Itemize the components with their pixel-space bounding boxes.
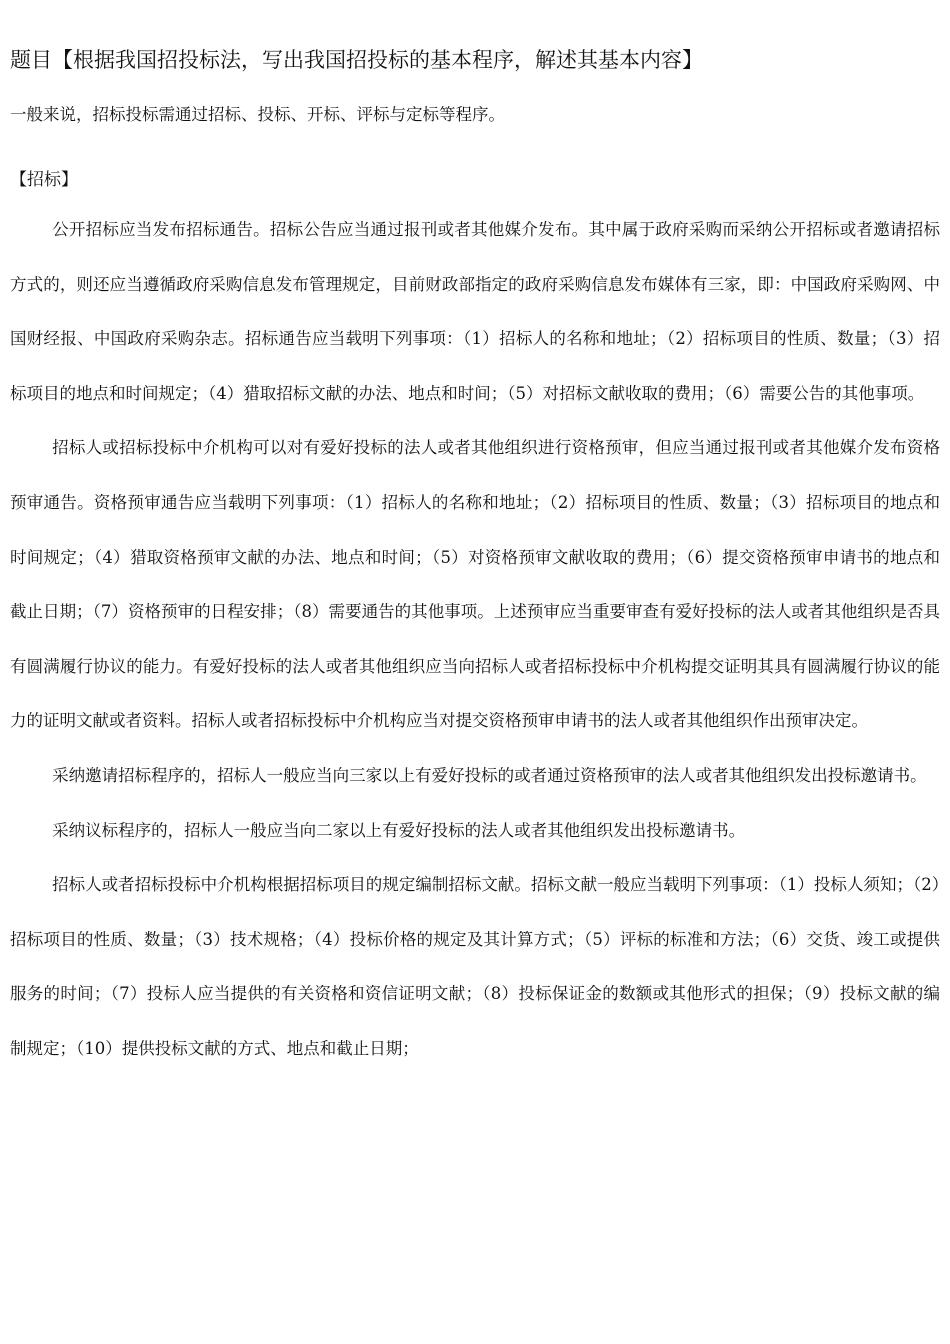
paragraph-invited-tender: 采纳邀请招标程序的，招标人一般应当向三家以上有爱好投标的或者通过资格预审的法人或者其他组织发出投标邀请书。 [52,765,927,785]
paragraph-tender-documents: 招标人或者招标投标中介机构根据招标项目的规定编制招标文献。招标文献一般应当载明下列事项：（1）投标人须知；（2）招标项目的性质、数量；（3）技术规格；（4）投标价格的规定及其计算方式；（5）评标的标准和方法；（6）交货、竣工或提供服务的时间；（7）投标人应当提供的有关资格和资信证明文献；（8）投标保证金的数额或其他形式的担保；（9）投标文献的编制规定；（10）提供投标文献的方式、地点和截止日期； [10,875,940,1058]
body-text [10,203,940,1077]
section-heading-zhaobiao: 【招标】 [10,170,78,190]
paragraph-negotiated-tender: 采纳议标程序的，招标人一般应当向二家以上有爱好投标的法人或者其他组织发出投标邀请书。 [52,820,746,840]
intro-paragraph: 一般来说，招标投标需通过招标、投标、开标、评标与定标等程序。 [10,105,505,124]
paragraph-prequalification: 招标人或招标投标中介机构可以对有爱好投标的法人或者其他组织进行资格预审，但应当通过报刊或者其他媒介发布资格预审通告。资格预审通告应当载明下列事项：（1）招标人的名称和地址；（2）招标项目的性质、数量；（3）招标项目的地点和时间规定；（4）猎取资格预审文献的办法、地点和时间；（5）对资格预审文献收取的费用；（6）提交资格预审申请书的地点和截止日期；（7）资格预审的日程安排；（8）需要通告的其他事项。上述预审应当重要审查有爱好投标的法人或者其他组织是否具有圆满履行协议的能力。有爱好投标的法人或者其他组织应当向招标人或者招标投标中介机构提交证明其具有圆满履行协议的能力的证明文献或者资料。招标人或者招标投标中介机构应当对提交资格预审申请书的法人或者其他组织作出预审决定。 [10,438,940,731]
document-title: 题目【根据我国招投标法，写出我国招投标的基本程序，解述其基本内容】 [10,48,703,72]
paragraph-public-tender-notice: 公开招标应当发布招标通告。招标公告应当通过报刊或者其他媒介发布。其中属于政府采购而采纳公开招标或者邀请招标方式的，则还应当遵循政府采购信息发布管理规定，目前财政部指定的政府采购信息发布媒体有三家，即：中国政府采购网、中国财经报、中国政府采购杂志。招标通告应当载明下列事项：（1）招标人的名称和地址；（2）招标项目的性质、数量；（3）招标项目的地点和时间规定；（4）猎取招标文献的办法、地点和时间；（5）对招标文献收取的费用；（6）需要公告的其他事项。 [10,220,940,403]
